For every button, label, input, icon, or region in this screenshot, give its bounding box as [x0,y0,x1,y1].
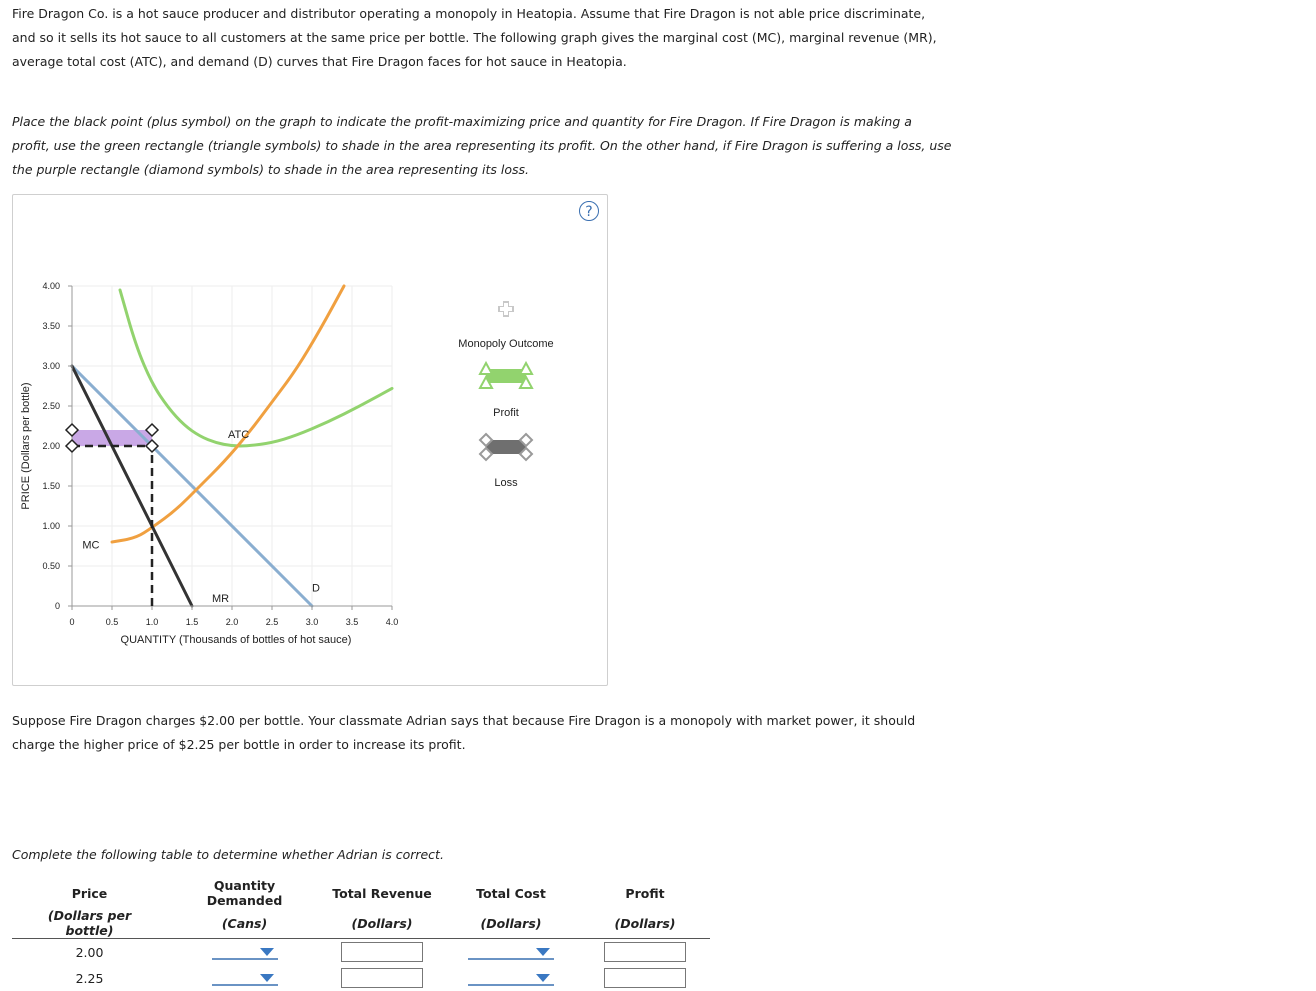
outcome-table [12,878,710,991]
chevron-down-icon [260,974,274,982]
profit-input[interactable] [604,942,686,962]
profit-label: Profit [493,407,519,419]
col-sub-profit: (Dollars) [580,908,710,939]
plus-icon-inner [500,307,512,311]
price-cell: 2.25 [75,970,104,986]
profit-input[interactable] [604,968,686,988]
curve-label-mc: MC [82,539,100,552]
graph-panel [12,194,608,686]
col-header-profit: Profit [625,885,665,901]
table-row [12,939,710,966]
curve-mc[interactable] [112,286,344,542]
col-header-price: Price [71,885,108,901]
curve-label-mr: MR [212,593,230,605]
col-sub-quantity: (Cans) [167,908,322,939]
x-tick-label: 1.0 [145,617,159,627]
curve-label-atc: ATC [228,429,250,441]
help-icon[interactable]: ? [579,201,599,221]
chevron-down-icon [536,974,550,982]
col-sub-price: (Dollars per bottle) [12,908,167,939]
table-row [12,965,710,991]
curve-label-d: D [312,582,320,595]
intro-text: Fire Dragon Co. is a hot sauce producer and distributor operating a monopoly in Heatopia. Assume that Fire Dragon is not able price discriminate, and so it sells its hot sauce to all customers at the same price per bottle. The following graph gives the marginal cost (MC), marginal revenue (MR), average total cost (ATC), and demand (D) curves that Fire Dragon faces for hot sauce in Heatopia. [12,6,937,69]
x-tick-label: 1.5 [185,617,199,627]
x-tick-label: 2.5 [265,617,279,627]
y-tick-label: 2.00 [42,441,60,451]
x-tick-label: 2.0 [225,617,239,627]
y-tick-label: 1.00 [42,521,60,531]
total-revenue-input[interactable] [341,942,423,962]
instructions-text: Place the black point (plus symbol) on the graph to indicate the profit-maximizing price and quantity for Fire Dragon. If Fire Dragon is making a profit, use the green rectangle (triangle symbols) to shade in the area representing its profit. On the other hand, if Fire Dragon is suffering a loss, use the purple rectangle (diamond symbols) to shade in the area representing its loss. [12,114,952,177]
y-axis-label: PRICE (Dollars per bottle) [20,382,32,510]
scenario-text: Suppose Fire Dragon charges $2.00 per bottle. Your classmate Adrian says that because Fire Dragon is a monopoly with market power, it should charge the higher price of $2.25 per bottle in order to increase its profit. [12,713,916,752]
price-cell: 2.00 [75,944,104,960]
total-cost-dropdown[interactable] [468,944,554,960]
x-tick-label: 3.0 [305,617,319,627]
col-header-cost: Total Cost [476,885,546,901]
y-tick-label: 1.50 [42,481,60,491]
x-axis-label: QUANTITY (Thousands of bottles of hot sauce) [120,634,352,646]
x-tick-label: 4.0 [385,617,399,627]
x-tick-label: 0.5 [105,617,119,627]
quantity-dropdown[interactable] [212,944,278,960]
y-tick-label: 3.00 [42,361,60,371]
col-header-quantity: Quantity Demanded [206,878,283,908]
graph-canvas[interactable] [13,195,607,685]
y-tick-label: 0.50 [42,561,60,571]
triangle-icon[interactable] [520,363,532,374]
col-sub-cost: (Dollars) [442,908,580,939]
y-tick-label: 2.50 [42,401,60,411]
col-header-revenue: Total Revenue [332,885,432,901]
chevron-down-icon [260,948,274,956]
monopoly-outcome-label: Monopoly Outcome [458,338,554,350]
y-tick-label: 3.50 [42,321,60,331]
x-tick-label: 3.5 [345,617,359,627]
col-sub-revenue: (Dollars) [322,908,442,939]
chevron-down-icon [536,948,550,956]
y-tick-label: 4.00 [42,281,60,291]
total-revenue-input[interactable] [341,968,423,988]
table-intro-text: Complete the following table to determine whether Adrian is correct. [12,847,444,862]
triangle-icon[interactable] [480,363,492,374]
loss-label: Loss [494,477,518,489]
x-tick-label: 0 [69,617,75,627]
profit-rectangle-tool[interactable] [486,369,526,383]
loss-rectangle-tool[interactable] [486,440,526,454]
y-tick-label: 0 [54,601,60,611]
